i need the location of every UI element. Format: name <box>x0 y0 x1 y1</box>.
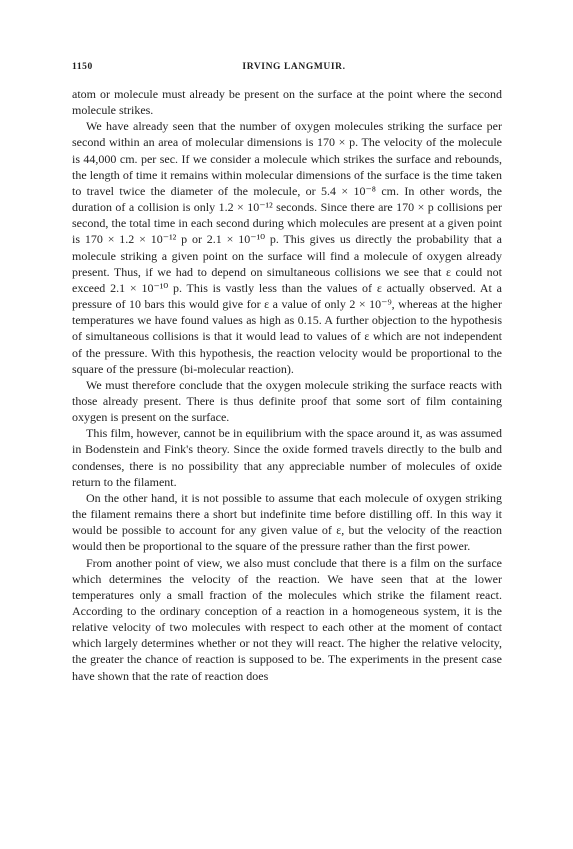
running-head: IRVING LANGMUIR. <box>242 62 346 72</box>
paragraph: From another point of view, we also must conclude that there is a film on the surface which determines the velocity of the reaction. We have seen that at the lower temperatures only a small fraction of the molecules which strike the filament react. According to the ordinary conception of a reaction in a homogeneous system, it is the relative velocity of two molecules with respect to each other at the moment of contact which largely determines whether or not they will react. The higher the relative velocity, the greater the chance of reaction is supposed to be. The experiments in the present case have shown that the rate of reaction does <box>72 555 502 683</box>
paragraph: On the other hand, it is not possible to assume that each molecule of oxygen striking the filament remains there a short but indefinite time before distilling off. In this way it would be possible to account for any given value of ε, but the velocity of the reaction would then be proportional to the square of the pressure rather than the first power. <box>72 490 502 554</box>
paragraph: atom or molecule must already be present on the surface at the point where the second molecule strikes. <box>72 87 502 118</box>
paragraph: We must therefore conclude that the oxygen molecule striking the surface reacts with those already present. There is thus definite proof that some sort of film containing oxygen is present on the surface. <box>72 377 502 425</box>
page-number: 1150 <box>72 62 93 72</box>
body-text <box>72 86 502 684</box>
paragraph: This film, however, cannot be in equilibrium with the space around it, as was assumed in Bodenstein and Fink's theory. Since the oxide formed travels directly to the bulb and condenses, there is no possibility that any appreciable number of molecules of oxide return to the filament. <box>72 426 502 489</box>
page-header <box>72 62 502 76</box>
paragraph: We have already seen that the number of oxygen molecules striking the surface per second within an area of molecular dimensions is 170 × p. The velocity of the molecule is 44,000 cm. per sec. If we consider a molecule which strikes the surface and rebounds, the length of time it remains within molecular dimensions of the surface is the time taken to travel twice the diameter of the molecule, or 5.4 × 10⁻⁸ cm. In other words, the duration of a collision is only 1.2 × 10⁻¹² seconds. Since there are 170 × p collisions per second, the total time in each second during which molecules are present at a given point is 170 × 1.2 × 10⁻¹² p or 2.1 × 10⁻¹⁰ p. This gives us directly the probability that a molecule striking a given point on the surface will find a molecule of oxygen already present. Thus, if we had to depend on simultaneous collisions we see that ε could not exceed 2.1 × 10⁻¹⁰ p. This is vastly less than the values of ε actually observed. At a pressure of 10 bars this would give for ε a value of only 2 × 10⁻⁹, whereas at the higher temperatures we have found values as high as 0.15. A further objection to the hypothesis of simultaneous collisions is that it would lead to values of ε which are not independent of the pressure. With this hypothesis, the reaction velocity would be proportional to the square of the pressure (bi-molecular reaction). <box>72 119 502 376</box>
